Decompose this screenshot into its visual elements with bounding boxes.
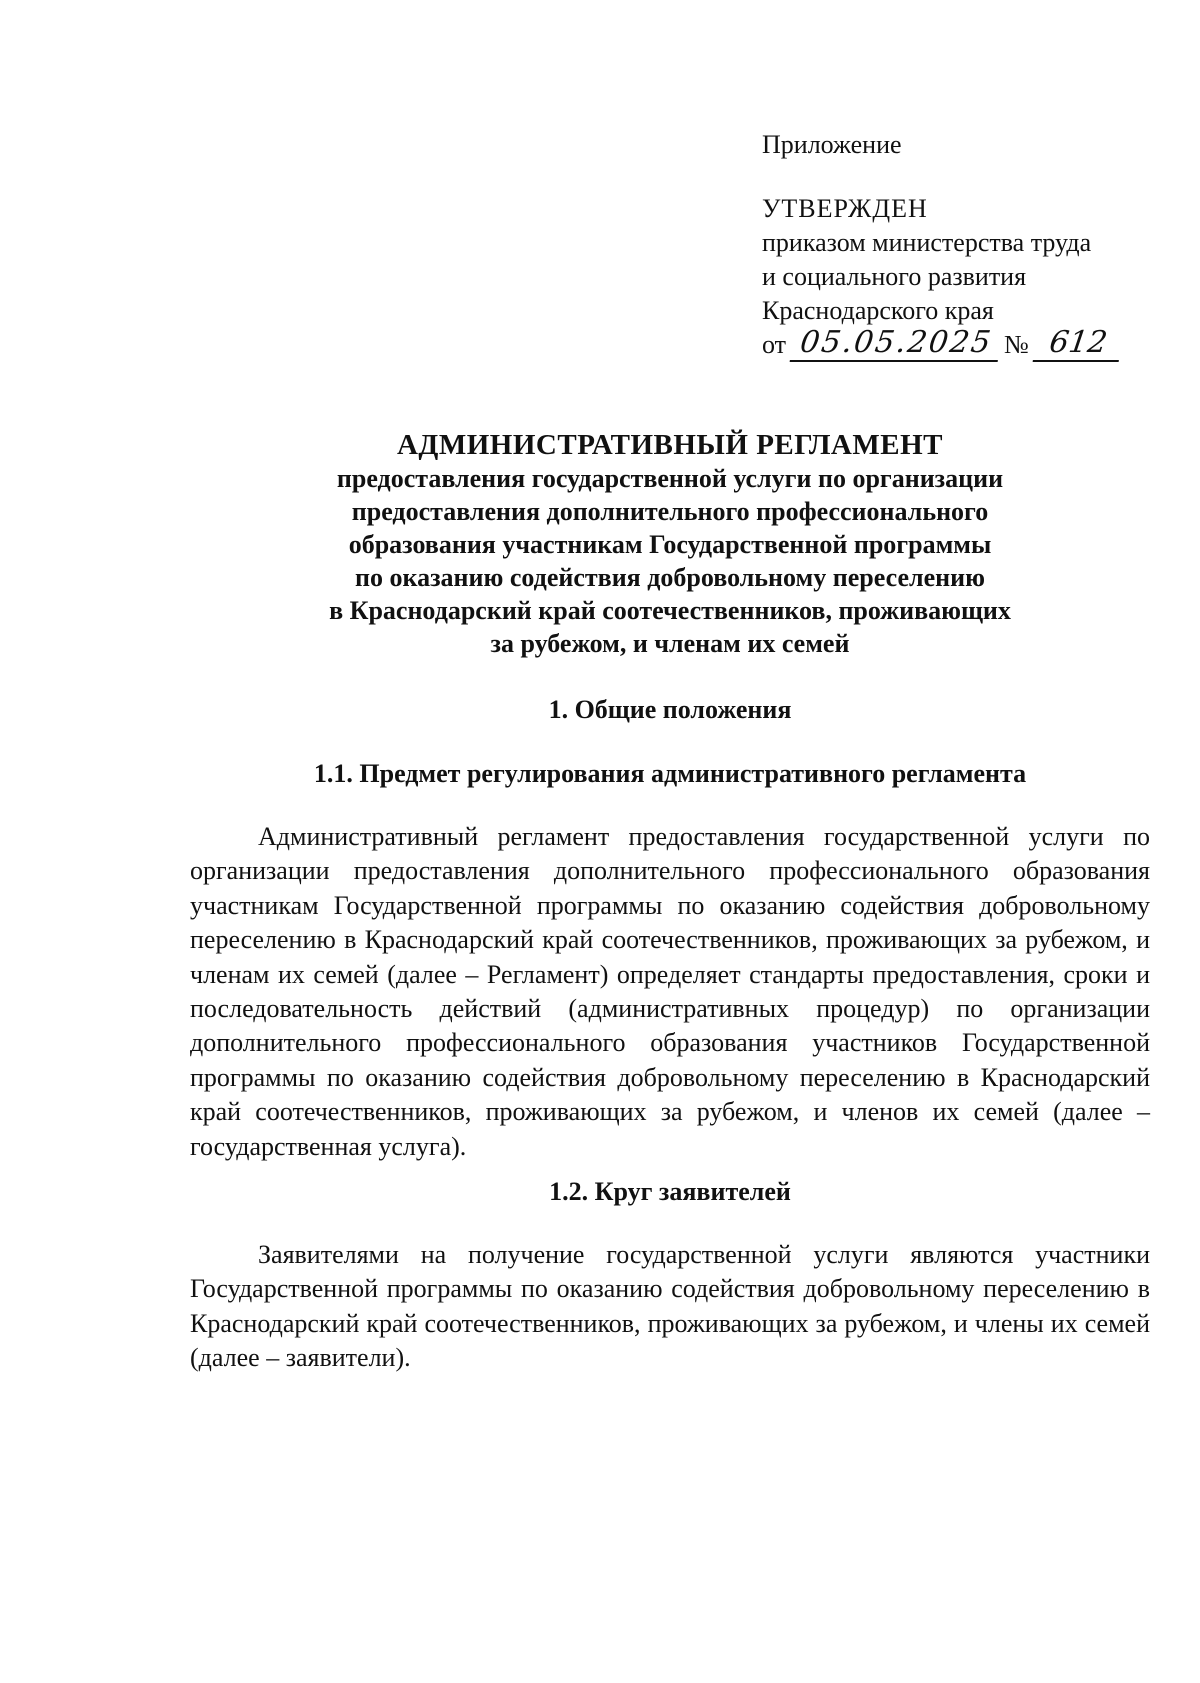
- section-heading-1: 1. Общие положения: [548, 695, 792, 724]
- title-line-6: за рубежом, и членам их семей: [490, 629, 850, 658]
- title-line-5: в Краснодарский край соотечественников, проживающих: [329, 596, 1011, 625]
- appendix-label: Приложение: [762, 130, 902, 159]
- number-label: №: [1004, 330, 1029, 359]
- title-line-4: по оказанию содействия добровольному переселению: [355, 563, 985, 592]
- title-line-3: образования участникам Государственной программы: [348, 530, 992, 559]
- approval-line-1: приказом министерства труда: [762, 228, 1092, 257]
- title-line-1: предоставления государственной услуги по организации: [336, 464, 1004, 493]
- handwritten-number: 612: [1032, 328, 1123, 362]
- section-1-1-paragraph: Административный регламент предоставления государственной услуги по организации предоставления дополнительного профессионального образования участникам Государственной программы по оказанию содействия добровольному переселению в Краснодарский край соотечественников, проживающих за рубежом, и членам их семей (далее – Регламент) определяет стандарты предоставления, сроки и последовательность действий (административных процедур) по организации дополнительного профессионального образования участников Государственной программы по оказанию содействия добровольному переселению в Краснодарский край соотечественников, проживающих за рубежом, и членов их семей (далее – государственная услуга).: [190, 822, 1150, 1161]
- approval-block: [762, 128, 1162, 362]
- section-heading-1-1: 1.1. Предмет регулирования административного регламента: [313, 759, 1027, 788]
- order-date-number-line: [762, 325, 1162, 362]
- document-title: АДМИНИСТРАТИВНЫЙ РЕГЛАМЕНТ: [396, 429, 943, 461]
- approval-line-3: Краснодарского края: [762, 296, 994, 325]
- section-heading-1-2: 1.2. Круг заявителей: [549, 1177, 791, 1206]
- section-1-2-paragraph: Заявителями на получение государственной услуги являются участники Государственной программы по оказанию содействия добровольному переселению в Краснодарский край соотечественников, проживающих за рубежом, и члены их семей (далее – заявители).: [190, 1240, 1150, 1373]
- handwritten-date: 05.05.2025: [790, 328, 1003, 362]
- from-label: от: [762, 330, 787, 359]
- approval-line-2: и социального развития: [762, 262, 1027, 291]
- document-title-block: [190, 428, 1150, 660]
- title-line-2: предоставления дополнительного профессионального: [351, 497, 989, 526]
- approved-label: УТВЕРЖДЕН: [762, 194, 928, 223]
